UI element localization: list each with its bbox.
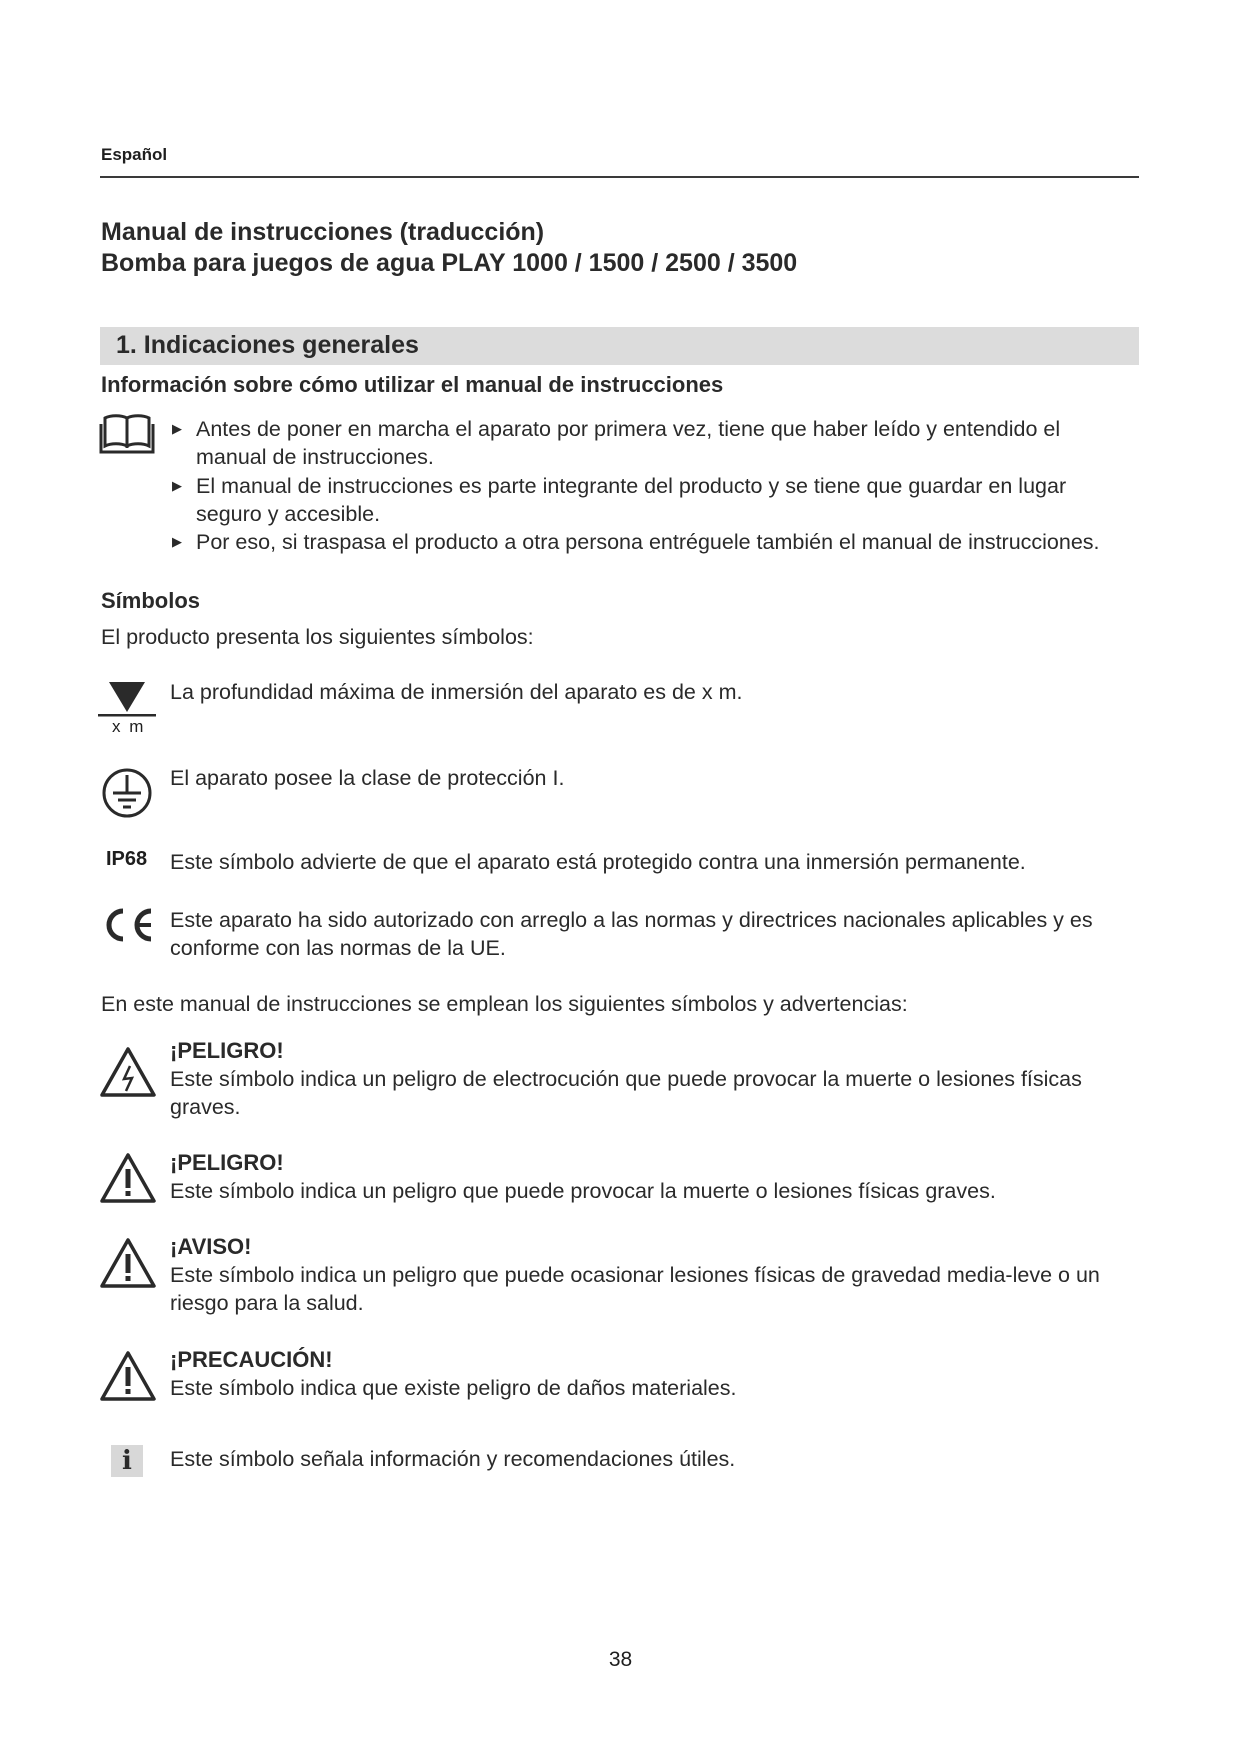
warning-block <box>170 1346 1130 1402</box>
bullet-text: Por eso, si traspasa el producto a otra persona entréguele también el manual de instrucciones. <box>196 530 1100 554</box>
usage-heading: Información sobre cómo utilizar el manual de instrucciones <box>101 372 724 397</box>
warnings-intro: En este manual de instrucciones se emplean los siguientes símbolos y advertencias: <box>101 992 908 1016</box>
ip68-label: IP68 <box>106 848 148 870</box>
bullet-marker-icon: ▶ <box>172 478 182 493</box>
header-rule <box>100 176 1139 178</box>
document-title: Manual de instrucciones (traducción) <box>101 218 545 246</box>
document-subtitle: Bomba para juegos de agua PLAY 1000 / 1500 / 2500 / 3500 <box>101 249 798 277</box>
info-text: Este símbolo señala información y recomendaciones útiles. <box>170 1447 736 1471</box>
warning-text: Este símbolo indica un peligro que puede provocar la muerte o lesiones físicas graves. <box>170 1179 996 1203</box>
warning-icon <box>99 1237 157 1289</box>
bullet-text: El manual de instrucciones es parte integrante del producto y se tiene que guardar en lugar seguro y accesible. <box>196 474 1067 526</box>
bullet-marker-icon: ▶ <box>172 534 182 549</box>
warning-text: Este símbolo indica que existe peligro de daños materiales. <box>170 1376 737 1400</box>
ce-mark-icon <box>101 905 157 945</box>
warning-text: Este símbolo indica un peligro que puede ocasionar lesiones físicas de gravedad media-leve o un riesgo para la salud. <box>170 1263 1100 1315</box>
info-icon: i <box>111 1445 143 1477</box>
section-heading: 1. Indicaciones generales <box>116 331 419 359</box>
language-label: Español <box>101 145 168 164</box>
warning-title: ¡PRECAUCIÓN! <box>170 1347 333 1372</box>
page-number: 38 <box>608 1648 633 1671</box>
manual-book-icon <box>99 412 155 456</box>
warning-block <box>170 1149 1130 1205</box>
warning-title: ¡PELIGRO! <box>170 1038 284 1063</box>
warning-block <box>170 1037 1130 1121</box>
warning-title: ¡PELIGRO! <box>170 1150 284 1175</box>
warning-icon <box>99 1152 157 1204</box>
electric-hazard-icon <box>99 1046 157 1098</box>
warning-icon <box>99 1350 157 1402</box>
protection-class-text: El aparato posee la clase de protección I. <box>170 766 565 790</box>
warning-title: ¡AVISO! <box>170 1234 252 1259</box>
depth-symbol-text: La profundidad máxima de inmersión del aparato es de x m. <box>170 680 743 704</box>
ip68-text: Este símbolo advierte de que el aparato está protegido contra una inmersión permanente. <box>170 850 1026 874</box>
symbols-intro: El producto presenta los siguientes símbolos: <box>101 625 534 649</box>
warning-block <box>170 1233 1130 1317</box>
warning-text: Este símbolo indica un peligro de electrocución que puede provocar la muerte o lesiones físicas graves. <box>170 1067 1082 1119</box>
depth-label: x m <box>112 717 146 736</box>
bullet-marker-icon: ▶ <box>172 421 182 436</box>
symbols-heading: Símbolos <box>101 588 201 613</box>
ce-text: Este aparato ha sido autorizado con arreglo a las normas y directrices nacionales aplicables y es conforme con las normas de la UE. <box>170 908 1093 960</box>
bullet-text: Antes de poner en marcha el aparato por primera vez, tiene que haber leído y entendido el manual de instrucciones. <box>196 417 1061 469</box>
section-heading-bar <box>100 327 1139 365</box>
protective-earth-icon <box>101 767 153 819</box>
